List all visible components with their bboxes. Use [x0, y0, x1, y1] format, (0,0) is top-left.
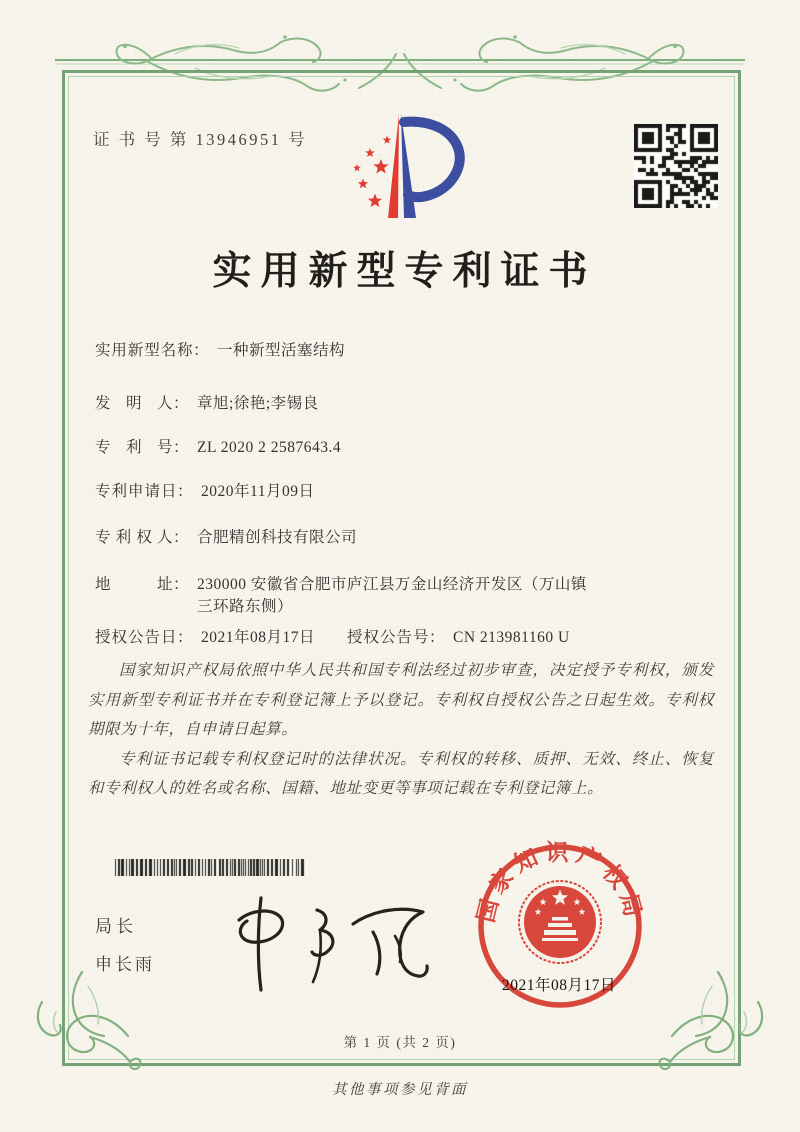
field-label: 地址	[95, 576, 173, 593]
seal-date: 2021年08月17日	[501, 977, 616, 994]
field-row-filing-date	[95, 481, 712, 503]
grant-number-group	[347, 627, 570, 649]
field-value: 章旭;徐艳;李锡良	[197, 395, 319, 412]
legal-text	[88, 656, 714, 804]
officer-name: 申长雨	[95, 955, 155, 974]
field-colon: ：	[177, 629, 194, 646]
field-row-inventors	[95, 393, 712, 415]
field-colon: ：	[173, 576, 190, 593]
barcode	[113, 859, 309, 876]
signature	[225, 890, 440, 995]
certificate-number: 证 书 号 第 13946951 号	[93, 130, 308, 149]
page-title: 实用新型专利证书	[212, 250, 597, 293]
seal-ring-text: 国家知识产权局	[473, 839, 647, 925]
field-value: CN 213981160 U	[453, 629, 570, 646]
page-number: 第 1 页 (共 2 页)	[343, 1035, 457, 1050]
field-value: 2020年11月09日	[201, 483, 315, 500]
address-line-1: 230000 安徽省合肥市庐江县万金山经济开发区（万山镇	[197, 576, 587, 593]
field-colon: ：	[173, 529, 190, 546]
corner-ornament-left	[30, 966, 142, 1078]
field-value: 合肥精创科技有限公司	[197, 529, 358, 546]
field-label: 专利号	[95, 439, 173, 456]
field-colon: ：	[177, 483, 194, 500]
field-value: 一种新型活塞结构	[217, 342, 346, 359]
field-value	[197, 574, 587, 618]
field-colon: ：	[173, 395, 190, 412]
field-colon: ：	[429, 629, 446, 646]
field-label: 发明人	[95, 395, 173, 412]
national-emblem-icon	[519, 881, 601, 963]
field-label: 专利申请日	[95, 483, 177, 500]
field-label: 授权公告日	[95, 629, 177, 646]
cnipa-logo-icon	[338, 110, 483, 225]
field-label: 授权公告号	[347, 629, 429, 646]
field-label: 专利权人	[95, 529, 173, 546]
field-value: ZL 2020 2 2587643.4	[197, 439, 342, 456]
corner-ornament-right	[658, 966, 770, 1078]
address-line-2: 三环路东侧）	[197, 598, 294, 615]
field-row-patentee	[95, 527, 712, 549]
field-colon: ：	[173, 439, 190, 456]
legal-paragraph-2: 专利证书记载专利权登记时的法律状况。专利权的转移、质押、无效、终止、恢复和专利权人的姓名或名称、国籍、地址变更等事项记载在专利登记簿上。	[88, 750, 714, 797]
field-colon: ：	[193, 342, 210, 359]
field-label: 实用新型名称	[95, 342, 193, 359]
field-row-address	[95, 574, 712, 618]
officer-title: 局长	[95, 917, 137, 936]
legal-paragraph-1: 国家知识产权局依照中华人民共和国专利法经过初步审查，决定授予专利权，颁发实用新型专利证书并在专利登记簿上予以登记。专利权自授权公告之日起生效。专利权期限为十年，自申请日起算。	[88, 662, 714, 738]
field-row-patent-no	[95, 437, 712, 459]
back-note: 其他事项参见背面	[332, 1082, 468, 1098]
qr-code	[634, 124, 718, 208]
field-value: 2021年08月17日	[201, 629, 316, 646]
field-row-name	[95, 340, 712, 362]
field-row-grant	[95, 627, 712, 649]
